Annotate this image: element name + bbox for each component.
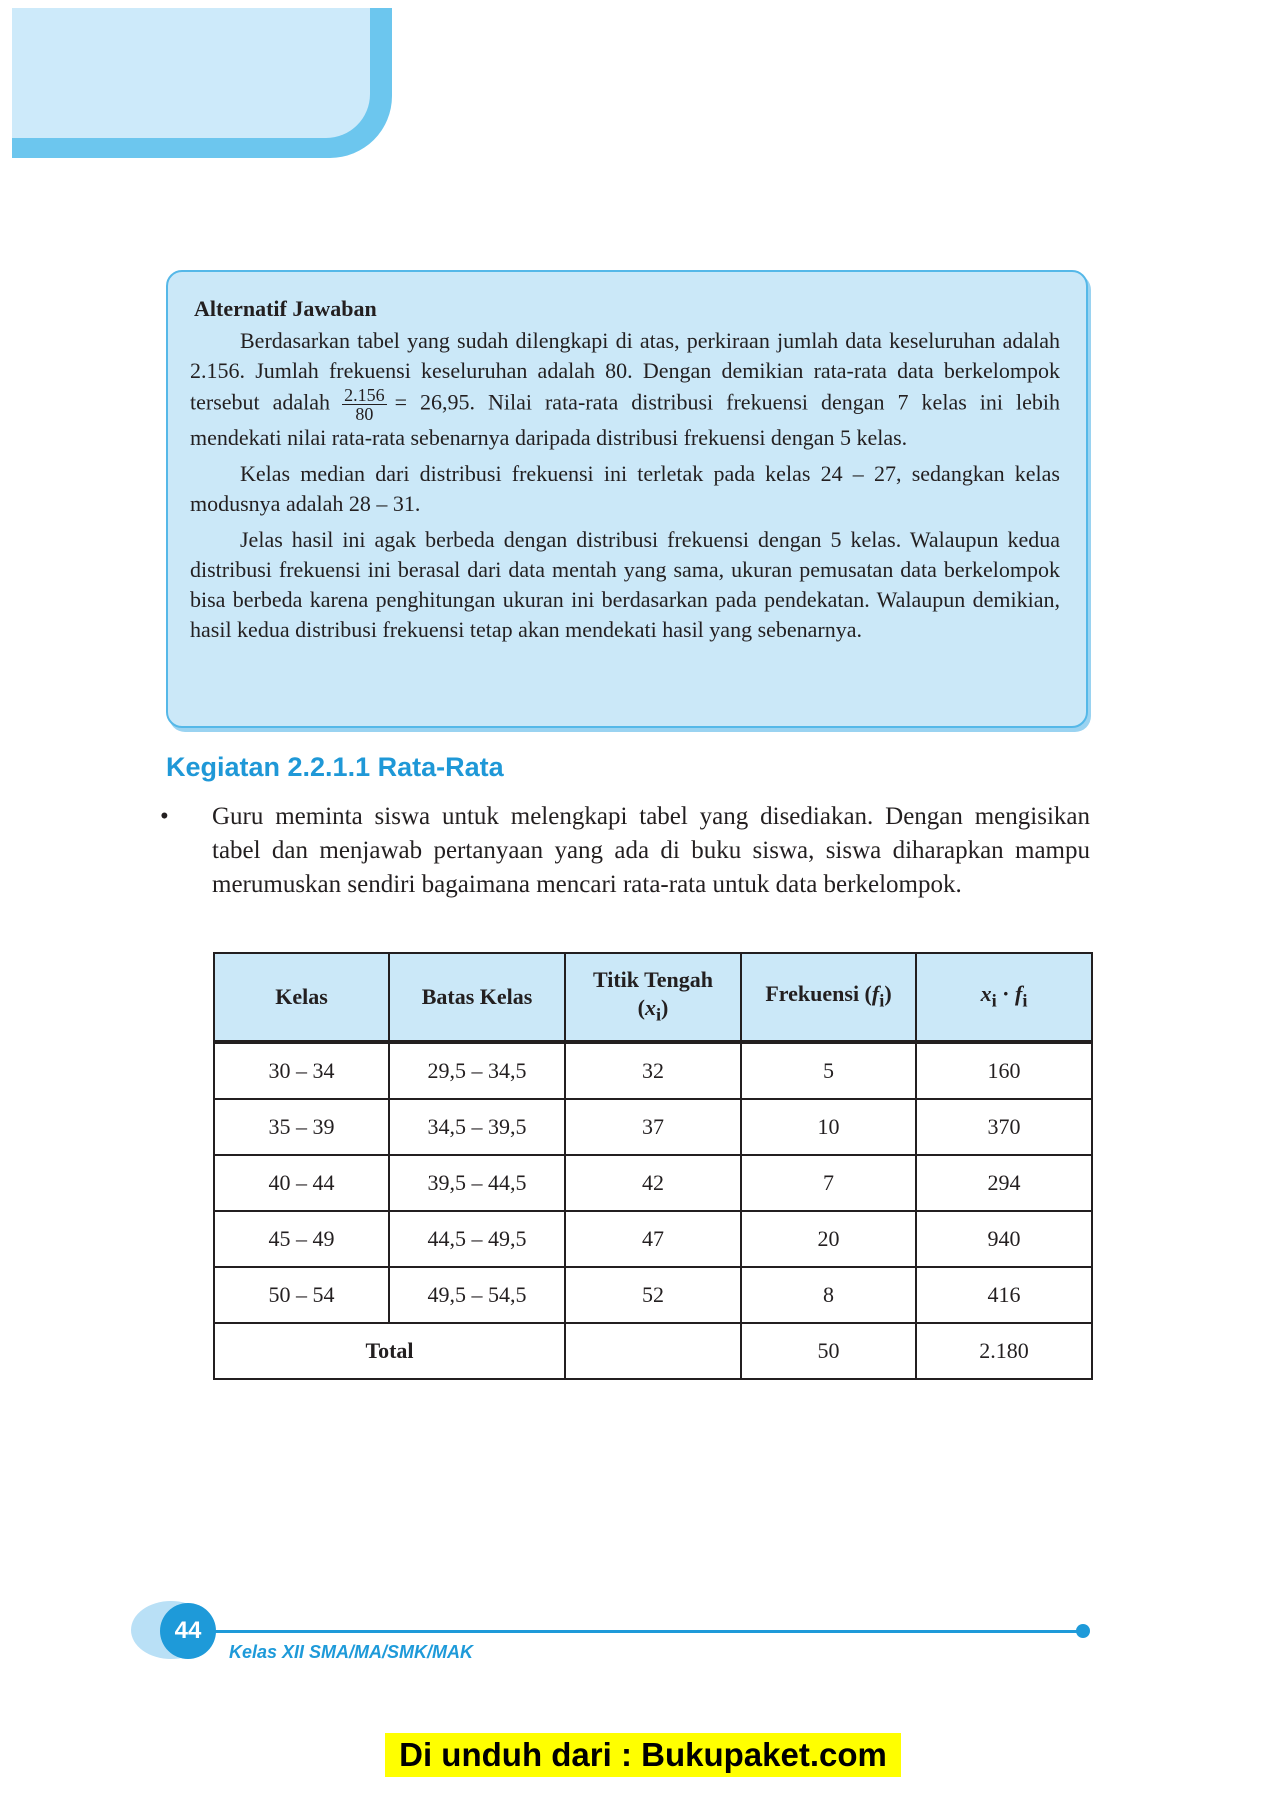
header-frekuensi-sub: i bbox=[879, 990, 885, 1011]
header-xi-fi bbox=[916, 953, 1092, 1041]
header-titik-close: ) bbox=[661, 994, 669, 1020]
cell-titik: 37 bbox=[565, 1099, 741, 1155]
cell-titik: 52 bbox=[565, 1267, 741, 1323]
cell-frekuensi: 7 bbox=[741, 1155, 916, 1211]
cell-titik: 42 bbox=[565, 1155, 741, 1211]
header-frekuensi bbox=[741, 953, 916, 1041]
answer-title: Alternatif Jawaban bbox=[194, 296, 377, 321]
frequency-table bbox=[213, 952, 1093, 1380]
table-header-row bbox=[214, 953, 1092, 1041]
table-row bbox=[214, 1099, 1092, 1155]
header-frekuensi-close: ) bbox=[884, 980, 892, 1006]
table-row bbox=[214, 1155, 1092, 1211]
cell-frekuensi: 8 bbox=[741, 1267, 916, 1323]
fraction-numerator: 2.156 bbox=[344, 385, 385, 405]
cell-batas: 39,5 – 44,5 bbox=[389, 1155, 565, 1211]
cell-xf: 416 bbox=[916, 1267, 1092, 1323]
download-watermark: Di unduh dari : Bukupaket.com bbox=[385, 1733, 901, 1777]
book-title: Kelas XII SMA/MA/SMK/MAK bbox=[229, 1642, 474, 1662]
header-kelas: Kelas bbox=[214, 953, 389, 1041]
total-label: Total bbox=[214, 1323, 565, 1379]
cell-batas: 49,5 – 54,5 bbox=[389, 1267, 565, 1323]
header-frekuensi-f: f bbox=[871, 980, 880, 1006]
bullet-text: Guru meminta siswa untuk melengkapi tabel yang disediakan. Dengan mengisikan tabel dan menjawab pertanyaan yang ada di buku siswa, siswa diharapkan mampu merumuskan sendiri bagaimana mencari rata-rata untuk data berkelompok. bbox=[212, 803, 1090, 898]
cell-titik: 32 bbox=[565, 1043, 741, 1099]
header-titik-tengah-label: Titik Tengah bbox=[592, 966, 714, 992]
section-heading: Kegiatan 2.2.1.1 Rata-Rata bbox=[166, 752, 504, 782]
cell-batas: 34,5 – 39,5 bbox=[389, 1099, 565, 1155]
footer-rule-dot bbox=[1076, 1624, 1090, 1638]
page-number: 44 bbox=[160, 1603, 216, 1659]
cell-kelas: 30 – 34 bbox=[214, 1043, 389, 1099]
header-titik-tengah bbox=[565, 953, 741, 1041]
cell-frekuensi: 10 bbox=[741, 1099, 916, 1155]
answer-paragraph-2: Kelas median dari distribusi frekuensi ini terletak pada kelas 24 – 27, sedangkan kelas modusnya adalah 28 – 31. bbox=[190, 461, 1060, 516]
answer-paragraph-1 bbox=[190, 326, 1060, 453]
bullet-item bbox=[160, 800, 1090, 902]
cell-batas: 29,5 – 34,5 bbox=[389, 1043, 565, 1099]
table-row bbox=[214, 1043, 1092, 1099]
corner-tab-decoration-inner bbox=[12, 8, 370, 138]
answer-paragraph-1-start: Berdasarkan tabel yang sudah dilengkapi di atas, perkiraan jumlah data keseluruhan adalah 2.156. Jumlah frekuensi keseluruhan adalah 80. Dengan demikian rata-rata data berkelompok tersebut adalah bbox=[190, 328, 1060, 415]
footer-rule bbox=[214, 1630, 1080, 1633]
cell-kelas: 40 – 44 bbox=[214, 1155, 389, 1211]
cell-xf: 940 bbox=[916, 1211, 1092, 1267]
cell-xf: 370 bbox=[916, 1099, 1092, 1155]
fraction-denominator: 80 bbox=[355, 404, 374, 424]
cell-batas: 44,5 – 49,5 bbox=[389, 1211, 565, 1267]
header-titik-sub: i bbox=[655, 1004, 662, 1025]
answer-paragraph-1-end: = 26,95. Nilai rata-rata distribusi frekuensi dengan 7 kelas ini lebih mendekati nilai rata-rata sebenarnya daripada distribusi frekuensi dengan 5 kelas. bbox=[190, 389, 1060, 450]
header-xf-sub2: i bbox=[1022, 990, 1028, 1011]
cell-kelas: 50 – 54 bbox=[214, 1267, 389, 1323]
cell-xf: 294 bbox=[916, 1155, 1092, 1211]
answer-paragraph-3: Jelas hasil ini agak berbeda dengan distribusi frekuensi dengan 5 kelas. Walaupun kedua distribusi frekuensi ini berasal dari data mentah yang sama, ukuran pemusatan data berkelompok bisa berbeda karena penghitungan ukuran ini berdasarkan pada pendekatan. Walaupun demikian, hasil kedua distribusi frekuensi tetap akan mendekati hasil yang sebenarnya. bbox=[190, 527, 1060, 642]
table-row bbox=[214, 1267, 1092, 1323]
header-xf-x: x bbox=[980, 980, 992, 1006]
cell-frekuensi: 20 bbox=[741, 1211, 916, 1267]
header-xf-dot: · bbox=[996, 980, 1015, 1006]
cell-kelas: 45 – 49 bbox=[214, 1211, 389, 1267]
header-titik-x: x bbox=[644, 994, 656, 1020]
answer-box bbox=[166, 270, 1088, 728]
header-frekuensi-label: Frekuensi ( bbox=[765, 980, 872, 1006]
total-frekuensi: 50 bbox=[741, 1323, 916, 1379]
total-titik bbox=[565, 1323, 741, 1379]
header-xf-sub1: i bbox=[991, 990, 997, 1011]
total-row bbox=[214, 1323, 1092, 1379]
header-titik-open: ( bbox=[637, 994, 645, 1020]
table-row bbox=[214, 1211, 1092, 1267]
total-xf: 2.180 bbox=[916, 1323, 1092, 1379]
cell-frekuensi: 5 bbox=[741, 1043, 916, 1099]
bullet-mark: • bbox=[160, 803, 169, 830]
cell-kelas: 35 – 39 bbox=[214, 1099, 389, 1155]
header-batas-kelas: Batas Kelas bbox=[389, 953, 565, 1041]
cell-titik: 47 bbox=[565, 1211, 741, 1267]
header-xf-f: f bbox=[1015, 980, 1023, 1006]
mean-fraction bbox=[342, 386, 387, 423]
cell-xf: 160 bbox=[916, 1043, 1092, 1099]
